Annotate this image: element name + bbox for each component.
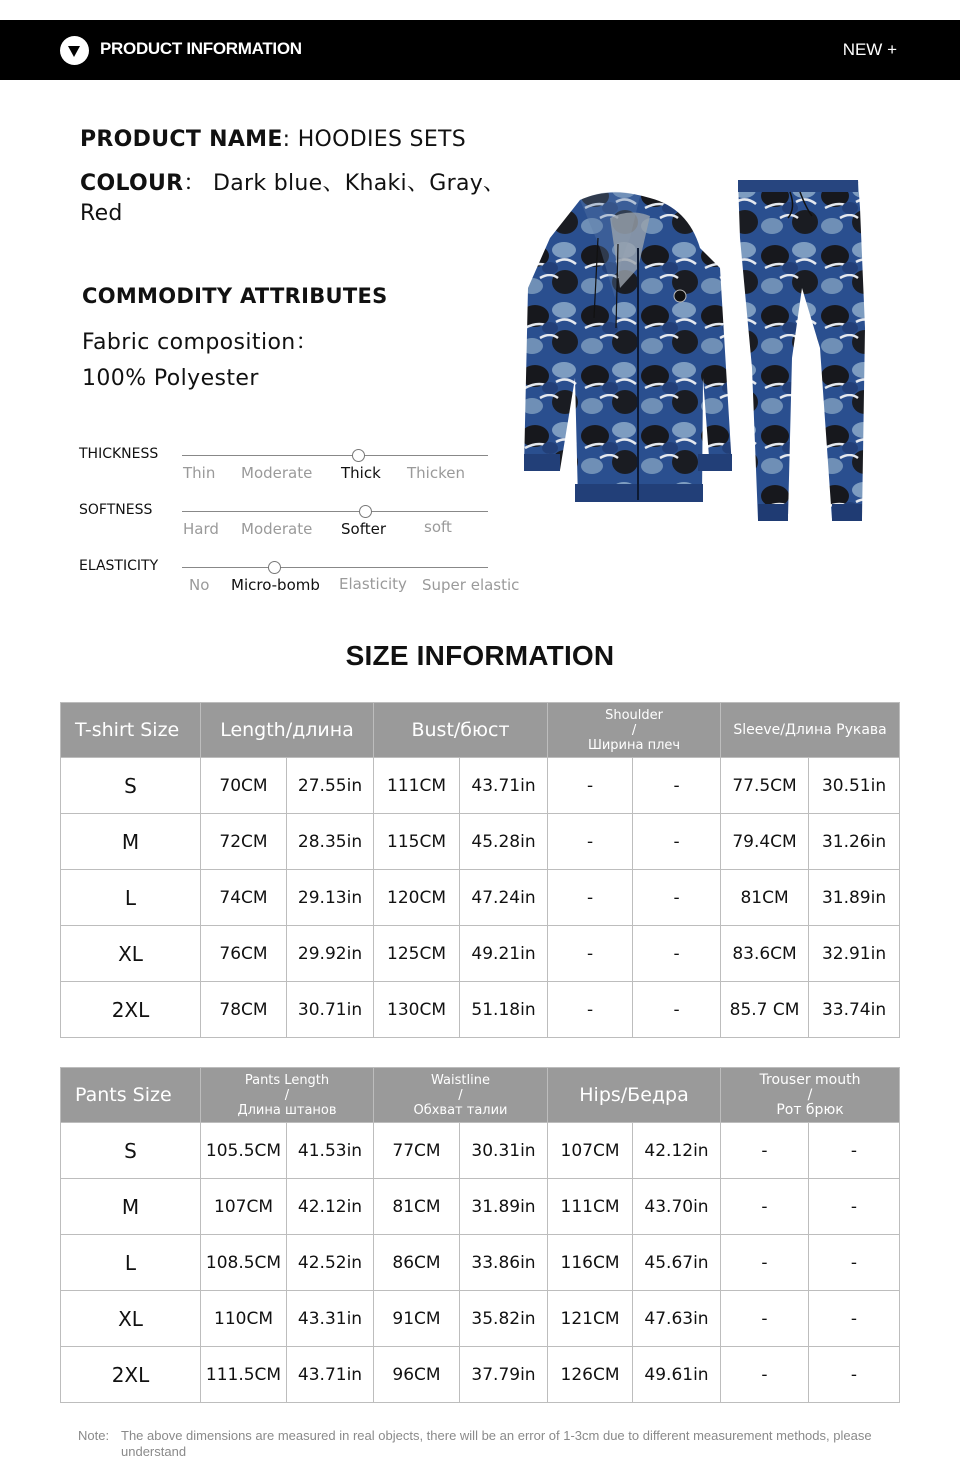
size-cell: S xyxy=(61,758,201,814)
cell: 86CM xyxy=(374,1235,460,1291)
cell: 41.53in xyxy=(287,1123,374,1179)
table-header-row xyxy=(61,703,900,758)
elasticity-option: Super elastic xyxy=(422,576,520,594)
commodity-attributes-title: COMMODITY ATTRIBUTES xyxy=(82,284,388,308)
cell: 110CM xyxy=(201,1291,287,1347)
cell: 96CM xyxy=(374,1347,460,1403)
thickness-label: THICKNESS xyxy=(79,446,159,462)
cell: 31.89in xyxy=(460,1179,548,1235)
cell: - xyxy=(548,982,633,1038)
table-row xyxy=(61,1291,900,1347)
cell: 47.24in xyxy=(460,870,548,926)
elasticity-option: No xyxy=(189,576,210,594)
size-information-title: SIZE INFORMATION xyxy=(345,640,615,671)
softness-option: soft xyxy=(424,518,452,536)
cell: - xyxy=(548,814,633,870)
cell: 125CM xyxy=(374,926,460,982)
table-row xyxy=(61,814,900,870)
cell: 120CM xyxy=(374,870,460,926)
fabric-label: Fabric composition： xyxy=(82,330,319,355)
cell: - xyxy=(633,926,721,982)
note-text: The above dimensions are measured in real objects, there will be an error of 1-3cm due to different measurement methods, please understand xyxy=(121,1428,872,1459)
cell: - xyxy=(809,1291,900,1347)
table-row xyxy=(61,1347,900,1403)
colour-value: Dark blue、Khaki、Gray、Red xyxy=(80,171,506,226)
thickness-option: Moderate xyxy=(241,464,313,482)
product-name-value: HOODIES SETS xyxy=(297,127,467,152)
cell: 79.4CM xyxy=(721,814,809,870)
header-hips: Hips/Бедра xyxy=(548,1068,721,1123)
cell: 32.91in xyxy=(809,926,900,982)
size-cell: S xyxy=(61,1123,201,1179)
cell: 108.5CM xyxy=(201,1235,287,1291)
header-pants-length: Pants Length / Длина штанов xyxy=(201,1068,374,1123)
cell: - xyxy=(548,870,633,926)
softness-scale xyxy=(79,502,539,552)
cell: 107CM xyxy=(201,1179,287,1235)
size-cell: L xyxy=(61,870,201,926)
cell: - xyxy=(548,758,633,814)
cell: 130CM xyxy=(374,982,460,1038)
cell: - xyxy=(809,1123,900,1179)
thickness-indicator xyxy=(352,449,365,462)
product-image xyxy=(520,178,870,528)
cell: 33.86in xyxy=(460,1235,548,1291)
cell: - xyxy=(721,1347,809,1403)
size-cell: 2XL xyxy=(61,1347,201,1403)
cell: 49.21in xyxy=(460,926,548,982)
triangle-down-circle-icon xyxy=(60,36,89,65)
size-cell: 2XL xyxy=(61,982,201,1038)
table-row xyxy=(61,1235,900,1291)
tshirt-size-table xyxy=(60,702,900,1038)
softness-track xyxy=(182,511,488,512)
table-row xyxy=(61,982,900,1038)
cell: - xyxy=(809,1179,900,1235)
cell: - xyxy=(721,1179,809,1235)
note-label: Note: xyxy=(78,1428,110,1443)
softness-option: Hard xyxy=(183,520,219,538)
colour-label: COLOUR xyxy=(80,171,184,196)
cell: 30.31in xyxy=(460,1123,548,1179)
elasticity-indicator xyxy=(268,561,281,574)
cell: 85.7 CM xyxy=(721,982,809,1038)
softness-label: SOFTNESS xyxy=(79,502,153,518)
cell: 30.71in xyxy=(287,982,374,1038)
cell: 51.18in xyxy=(460,982,548,1038)
cell: 116CM xyxy=(548,1235,633,1291)
cell: 111CM xyxy=(374,758,460,814)
table-row xyxy=(61,1179,900,1235)
softness-indicator xyxy=(359,505,372,518)
cell: - xyxy=(633,870,721,926)
header-length: Length/длина xyxy=(201,703,374,758)
table-header-row xyxy=(61,1068,900,1123)
cell: 77.5CM xyxy=(721,758,809,814)
cell: 42.52in xyxy=(287,1235,374,1291)
header-waistline: Waistline / Обхват талии xyxy=(374,1068,548,1123)
cell: 70CM xyxy=(201,758,287,814)
product-name: PRODUCT NAME: HOODIES SETS xyxy=(80,127,467,152)
cell: 49.61in xyxy=(633,1347,721,1403)
header-pants-size: Pants Size xyxy=(61,1068,201,1123)
thickness-scale xyxy=(79,446,539,496)
elasticity-option-selected: Micro-bomb xyxy=(231,576,320,594)
size-cell: XL xyxy=(61,1291,201,1347)
cell: - xyxy=(809,1347,900,1403)
size-cell: L xyxy=(61,1235,201,1291)
product-colour: COLOUR： Dark blue、Khaki、Gray、Red xyxy=(80,171,506,226)
size-cell: M xyxy=(61,814,201,870)
thickness-track xyxy=(182,455,488,456)
cell: 115CM xyxy=(374,814,460,870)
cell: 72CM xyxy=(201,814,287,870)
table-row xyxy=(61,870,900,926)
softness-option-selected: Softer xyxy=(341,520,386,538)
cell: 43.70in xyxy=(633,1179,721,1235)
thickness-option-selected: Thick xyxy=(341,464,381,482)
cell: - xyxy=(721,1291,809,1347)
new-label: NEW + xyxy=(842,40,897,59)
cell: 121CM xyxy=(548,1291,633,1347)
cell: 31.89in xyxy=(809,870,900,926)
header-bust: Bust/бюст xyxy=(374,703,548,758)
header-sleeve: Sleeve/Длина Рукава xyxy=(721,703,900,758)
cell: 105.5CM xyxy=(201,1123,287,1179)
size-cell: XL xyxy=(61,926,201,982)
product-information-banner xyxy=(0,20,960,80)
fabric-composition xyxy=(82,325,318,397)
cell: 37.79in xyxy=(460,1347,548,1403)
cell: 28.35in xyxy=(287,814,374,870)
cell: 45.67in xyxy=(633,1235,721,1291)
product-name-label: PRODUCT NAME xyxy=(80,127,283,152)
thickness-option: Thin xyxy=(183,464,216,482)
cell: 107CM xyxy=(548,1123,633,1179)
cell: 76CM xyxy=(201,926,287,982)
elasticity-scale xyxy=(79,558,539,608)
softness-option: Moderate xyxy=(241,520,313,538)
cell: 27.55in xyxy=(287,758,374,814)
cell: 42.12in xyxy=(633,1123,721,1179)
cell: 43.31in xyxy=(287,1291,374,1347)
cell: 30.51in xyxy=(809,758,900,814)
cell: 91CM xyxy=(374,1291,460,1347)
cell: - xyxy=(809,1235,900,1291)
cell: 81CM xyxy=(374,1179,460,1235)
cell: 47.63in xyxy=(633,1291,721,1347)
table-row xyxy=(61,758,900,814)
cell: 29.92in xyxy=(287,926,374,982)
cell: - xyxy=(633,982,721,1038)
cell: 43.71in xyxy=(460,758,548,814)
cell: - xyxy=(633,758,721,814)
cell: 77CM xyxy=(374,1123,460,1179)
cell: 83.6CM xyxy=(721,926,809,982)
cell: 31.26in xyxy=(809,814,900,870)
cell: 42.12in xyxy=(287,1179,374,1235)
cell: 111.5CM xyxy=(201,1347,287,1403)
cell: 111CM xyxy=(548,1179,633,1235)
cell: 33.74in xyxy=(809,982,900,1038)
pants-size-table xyxy=(60,1067,900,1403)
cell: 126CM xyxy=(548,1347,633,1403)
table-row xyxy=(61,1123,900,1179)
cell: 43.71in xyxy=(287,1347,374,1403)
cell: 81CM xyxy=(721,870,809,926)
size-cell: M xyxy=(61,1179,201,1235)
cell: - xyxy=(633,814,721,870)
header-shoulder: Shoulder / Ширина плеч xyxy=(548,703,721,758)
cell: 78CM xyxy=(201,982,287,1038)
cell: 35.82in xyxy=(460,1291,548,1347)
cell: 45.28in xyxy=(460,814,548,870)
elasticity-label: ELASTICITY xyxy=(79,558,159,574)
cell: - xyxy=(721,1123,809,1179)
cell: - xyxy=(721,1235,809,1291)
table-row xyxy=(61,926,900,982)
header-tshirt-size: T-shirt Size xyxy=(61,703,201,758)
cell: - xyxy=(548,926,633,982)
elasticity-track xyxy=(182,567,488,568)
header-trouser-mouth: Trouser mouth / Рот брюк xyxy=(721,1068,900,1123)
elasticity-option: Elasticity xyxy=(339,575,407,593)
banner-title: PRODUCT INFORMATION xyxy=(100,39,302,58)
cell: 74CM xyxy=(201,870,287,926)
cell: 29.13in xyxy=(287,870,374,926)
thickness-option: Thicken xyxy=(407,464,465,482)
fabric-value: 100% Polyester xyxy=(82,366,259,391)
